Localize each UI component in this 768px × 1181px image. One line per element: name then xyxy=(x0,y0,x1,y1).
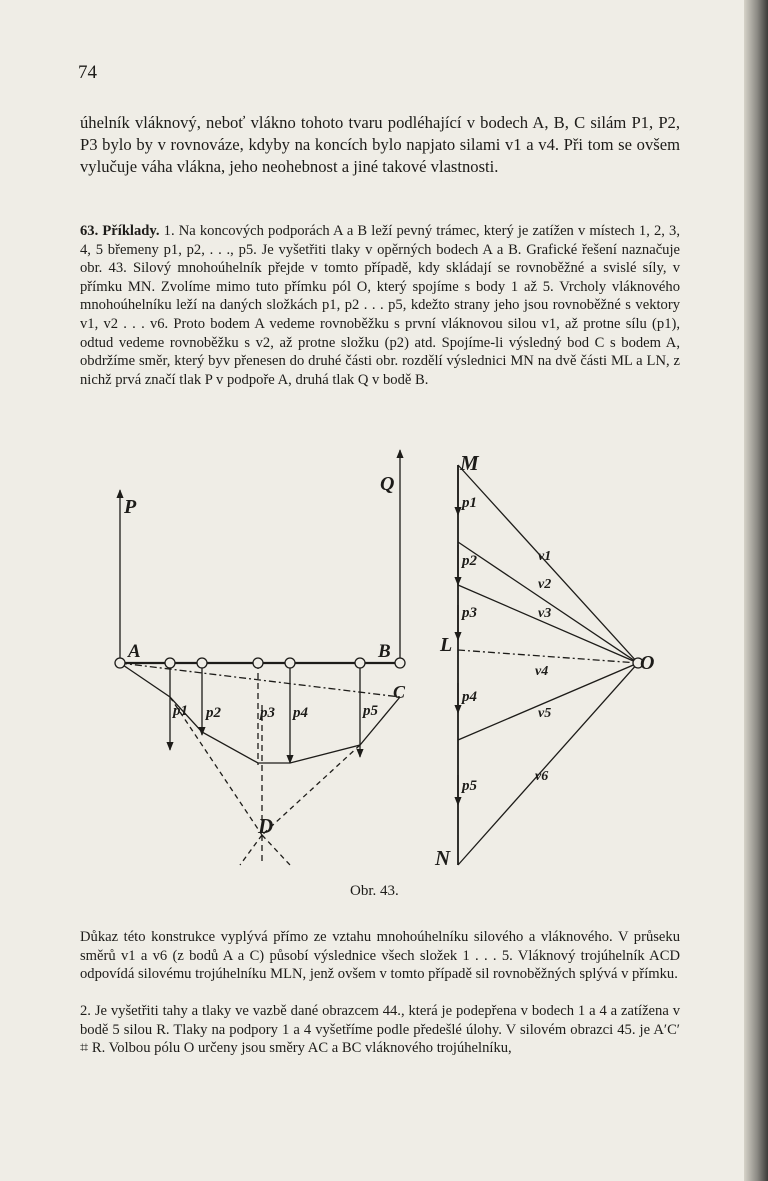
node-2 xyxy=(197,658,207,668)
ray-v1 xyxy=(458,465,638,663)
label-p4: p4 xyxy=(293,705,308,721)
node-4 xyxy=(285,658,295,668)
page-number: 74 xyxy=(78,62,97,83)
label-p3: p3 xyxy=(260,705,275,721)
figure-43 xyxy=(110,445,670,875)
paragraph-examples xyxy=(80,222,680,389)
figure-caption: Obr. 43. xyxy=(350,883,399,899)
label-l: L xyxy=(440,634,453,656)
label-o: O xyxy=(640,652,655,674)
ray-v3 xyxy=(458,585,638,663)
label-v1: v1 xyxy=(538,549,552,564)
node-3 xyxy=(253,658,263,668)
label-c: C xyxy=(393,682,406,702)
label-b: B xyxy=(378,641,391,662)
force-label-p1: p1 xyxy=(462,495,477,511)
book-spine-shadow xyxy=(744,0,768,1181)
label-d: D xyxy=(258,814,274,838)
node-1 xyxy=(165,658,175,668)
label-q: Q xyxy=(380,473,395,495)
section-heading: 63. Příklady. xyxy=(80,223,160,239)
paragraph-example-2: 2. Je vyšetřiti tahy a tlaky ve vazbě dané obrazcem 44., která je podepřena v bodech 1 a 4 a zatížena v bodě 5 silou R. Tlaky na podpory 1 a 4 vyšetříme podle předešlé úlohy. V silovém obrazci 45. je A′C′ ⌗ R. Volbou pólu O určeny jsou směry AC a BC vláknového trojúhelníku, xyxy=(80,1003,680,1057)
label-n: N xyxy=(435,846,451,870)
node-a xyxy=(115,658,125,668)
paragraph-proof: Důkaz této konstrukce vyplývá přímo ze vztahu mnohoúhelníku silového a vláknového. V průseku směrů v1 a v6 (z bodů A a C) působí výslednice všech složek 1 . . . 5. Vláknový trojúhelník ACD odpovídá silovému trojúhelníku MLN, jenž ovšem v tomto případě sil rovnoběžných splývá v přímku. xyxy=(80,929,680,983)
label-p2: p2 xyxy=(206,705,221,721)
force-label-p5: p5 xyxy=(462,778,477,794)
label-v5: v5 xyxy=(538,706,552,721)
label-v2: v2 xyxy=(538,577,552,592)
label-v3: v3 xyxy=(538,606,552,621)
paragraph-examples-text: 1. Na koncových podporách A a B leží pevný trámec, který je zatížen v místech 1, 2, 3, 4, 5 břemeny p1, p2, . . ., p5. Je vyšetřiti tlaky v opěrných bodech A a B. Grafické řešení naznačuje obr. 43. Silový mnohoúhelník přejde v tomto případě, kdy skládají se rovnoběžné a svislé síly, v přímku MN. Zvolíme mimo tuto přímku pól O, který spojíme s body 1 až 5. Vrcholy vláknového mnohoúhelníku leží na daných složkách p1, p2 . . . p5, kdežto strany jeho jsou rovnoběžné s vektory v1, v2 . . . v6. Proto bodem A vedeme rovnoběžku s první vláknovou silou v1, až protne sílu (p1), odtud vedeme rovnoběžku s v2, až protne složku (p2) atd. Spojíme-li výsledný bod C s bodem A, obdržíme směr, který byv přenesen do druhé části obr. rozdělí výslednici MN na dvě části ML a LN, z nichž prvá značí tlak P v podpoře A, druhá tlak Q v bodě B. xyxy=(80,223,680,388)
extension-below-d-right xyxy=(262,835,290,865)
label-p: P xyxy=(124,496,137,518)
label-v4: v4 xyxy=(535,664,549,679)
force-label-p4: p4 xyxy=(462,689,477,705)
node-5 xyxy=(355,658,365,668)
label-p5: p5 xyxy=(363,703,378,719)
label-p1: p1 xyxy=(173,703,188,719)
label-m: M xyxy=(460,451,479,475)
node-b xyxy=(395,658,405,668)
paragraph-intro: úhelník vláknový, neboť vlákno tohoto tvaru podléhající v bodech A, B, C silám P1, P2, P3 bylo by v rovnováze, kdyby na koncích bylo napjato silami v1 a v4. Při tom se ovšem vylučuje váha vlákna, jeho neohebnost a jiné takové vlastnosti. xyxy=(80,113,680,176)
ray-v6 xyxy=(458,663,638,865)
extension-below-d xyxy=(240,835,262,865)
extension-v6 xyxy=(262,745,360,835)
label-v6: v6 xyxy=(535,769,549,784)
label-a: A xyxy=(128,641,141,662)
force-label-p2: p2 xyxy=(462,553,477,569)
force-label-p3: p3 xyxy=(462,605,477,621)
